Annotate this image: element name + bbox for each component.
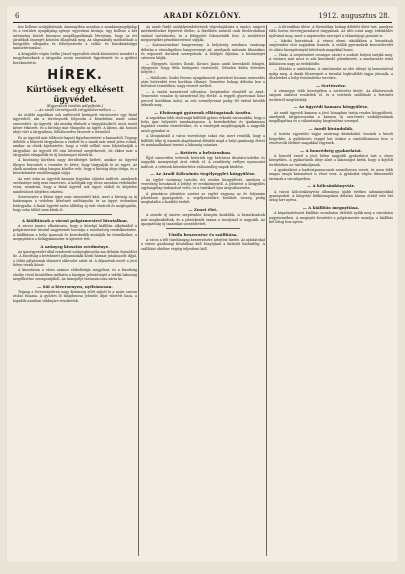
paragraph: Az aradi fürdő szabályrendeletének végrehajtására a tanács szigorú intézkedéseket léptetett életbe. A fürdőben ezentúl csak fürdőruhában szabad tartózkodni, és a felügyelet fokozottabb lesz. A rendeletet megszegőket pénzbüntetéssel sújtják. <box>141 25 265 42</box>
paragraph: — Katonazenekari hangverseny. A helyőrség zenekara vasárnap délután a városligetben hangversenyt ad, amelynek műsorán klasszikus és népszerű darabok szerepelnek. A belépés díjtalan, a közönséget szívesen látják. <box>141 43 265 61</box>
article-headline: — Sertésvész. <box>315 82 347 88</box>
paragraph: — Előadás a színházban. A színtársulat az idei idényt új bemutatóval nyitja meg. A darab főszerepeit a társulat legkiválóbb tagjai játsszák, a díszleteket a helyi festőművész tervezte. <box>269 67 393 80</box>
article-headline: — Elsőrangú gyárosok ellátogatnak Aradra. <box>154 109 252 115</box>
paragraph: A napokban több elsőrangú külföldi gyáros érkezik városunkba, hogy a helyi ipar helyzetét tanulmányozza. A kereskedelmi és iparkamara fogadást rendez tiszteletükre, és a vendégek meglátogatják a nagyobb aradi gyárakat is. <box>141 115 265 133</box>
article-headline: — A kölcsönkönyvtár. <box>307 183 355 189</box>
paragraph: Szerencsére a kliens ügye nem szenvedett kárt, mert a bíróság az új határnapon a védelem kérelmét méltányolta és az ügyet érdemben letárgyalta. A fiatal ügyvéd azóta állítólag új órát vásárolt és megfogadta, hogy soha többé nem késik el. <box>13 195 137 213</box>
newspaper-page <box>7 6 398 562</box>
paragraph: hez kellene szolgáltatniuk. Amennyiben azonban a munkásnyugdíjalap és a testületi nyugdíjalap igénye egyesíteni kívánja, úgy kellene a két intézmény között bizonyos megállapodásnak létrejönni, hogy az évi járulékok összegét közösen állapítsák meg. Az alapszabály módosítását a közgyűlés elfogadta és felterjesztette a vallás- és közoktatásügyi minisztériumhoz. <box>13 25 137 51</box>
paragraph: Ez az ügyvéd már többször kapott figyelmeztetést a kamarától. Tegnap délelőtt a büntető tárgyaláson a vádlott és a tanúk már mind jelen voltak, amikor az elnök kijelentette, hogy a védő nélkül nem folytathatják a tárgyalást. Az ügyvéd fél órai késéssel megérkezett, de ekkor már a tárgyalást elnapolták és új határnapot tűztek ki. <box>13 135 137 157</box>
article-headline: — A honvédség gyakorlatai. <box>300 147 362 153</box>
paragraph: A közönség körében nagy derültséget keltett, amikor az ügyvéd lihegve berontott a terembe és kérte, hogy tárgyalják le az ügyet. Az elnök azonban rideg hangon közölte vele, hogy a bíróság ideje drága, és a késedelemért rendbírsággal sújtja. <box>13 158 137 176</box>
masthead <box>15 10 390 22</box>
paragraph: Éjjel ismeretlen tettesek betörtek egy belvárosi divatáru-üzletbe és nagyobb mennyiségű árut vittek el. A rendőrség erélyes nyomozást indított, a tettesek kézrekerítése valószínűleg napok kérdése. <box>141 155 265 169</box>
masthead-rule <box>13 22 392 23</box>
issue-date: 1912. augusztus 28. <box>318 12 390 20</box>
paragraph: — Iskolai beiratások. A városi elemi iskolákban a beiratások szeptember első napjaiban lesznek. A szülők gyermekeik keresztlevelét és oltási bizonyítványát kötelesek magukkal hozni. <box>269 39 393 52</box>
article-headline: — Zenei élet. <box>188 207 218 213</box>
paragraph: — Halálozás. Szabó Ferenc nyugalmazott postatiszt hosszas szenvedés után hetvenkét éves korában elhunyt. Temetése holnap délután lesz a belvárosi temetőben, nagy részvét mellett. <box>141 75 265 89</box>
paragraph: A zenede új tanéve szeptember közepén kezdődik. A beiratkozások már megkezdődtek, és a jelentkezők száma a tavalyinál is nagyobb. Az igazgatóság új tanárokat szerződtetett. <box>141 213 265 226</box>
paragraph: A kiosztáson a város számos előkelősége megjelent, és a bizottság elnöke rövid beszédben méltatta a háziipar jelentőségét a vidéki lakosság megélhetése szempontjából. Az ünnepélyt társasvacsora zárta be. <box>13 268 137 282</box>
paragraph: — Eljegyzés. Kovács Ilonát, Kovács János aradi kereskedő leányát, eljegyezte Nagy Béla budapesti tisztviselő. (Minden külön értesítés helyett.) <box>141 61 265 75</box>
page-number: 6 <box>15 12 20 20</box>
paragraph: Az iparegyesület által rendezett szőnyegkiosztás ma délután fejeződött be. A bizottság a beérkezett pályamunkák közül hármat jutalmazott díjjal, a többi pályázónak elismerő oklevelet adott át. A díjazottak nevét a jövő héten teszik közzé. <box>13 250 137 267</box>
paragraph: A pénztáros jelentése szerint az egylet vagyona az év folyamán jelentősen gyarapodott, a segélyezésekre fordított összeg pedig meghaladta a korábbi évekét. <box>141 191 265 205</box>
article-headline: — Sőt a lóversenyen, nyilvánosan. <box>37 283 113 289</box>
column-3 <box>269 25 393 558</box>
paragraph: — A főrendiház ülése. A főrendiház holnap délelőtt ülést tart, amelyen több fontos törvényjavaslatot tárgyalnak. Az ülés iránt nagy érdeklődés nyilvánul meg, mert a napirenden szerepel a választójogi javaslat is. <box>269 25 393 38</box>
paragraph: — A vasúti menetrend változása. Szeptember elsejétől az Arad–Temesvári vonalon új menetrend lép életbe. A reggeli gyorsvonat húsz perccel korábban indul, az esti személyvonat pedig fél órával később érkezik meg. <box>141 89 265 107</box>
separator <box>166 228 240 229</box>
article-headline: — Aradi kirándulók. <box>308 126 354 131</box>
paragraph: Tegnap a lóversenytéren nagy közönség előtt zajlott le a nyári szezon utolsó futama. A győztes ló tulajdonosa jelentős díjat vihetett haza, a fogadók azonban többnyire veszítettek. <box>13 290 137 303</box>
paragraph: A városi kölcsönkönyvtár állománya újabb értékes adományokkal gyarapodott. A könyvtár hétköznapokon délután három órától este hét óráig tart nyitva. <box>269 189 393 203</box>
paragraph: A városi tanács elhatározta, hogy a közelgő kiállítás alkalmából a polgármesteri hivatal nagytermét bocsátja a rendezőség rendelkezésére. A kiállításon a helyi iparosok és kereskedők mutatják be termékeiket, a megnyitásra a belügyminiszter is ígéretet tett. <box>13 224 137 242</box>
article-headline: — Betörés a belvárosban. <box>174 149 232 155</box>
article-headline: — Az Aradi Kölcsönös Segélyegylet közgyűlése. <box>150 171 256 177</box>
paragraph: Az eset után az ügyvédi kamara fegyelmi eljárást indított, amelynek eredménye még nem ismeretes. A kollégák egy része azonban védelmébe veszi, mondván, hogy a fiatal ügyvéd sok ügyet vállalt és képtelen mindenhová idejében odaérni. <box>13 176 137 194</box>
article-subtitle: (Egyesületi tanítás pályafutás.) <box>46 103 104 108</box>
paragraph: A vármegye több községében a sertésvész kitört. Az állatorvosok szigorú zárlatot rendeltek el, és a sertések szállítását a fertőzött területről megtiltották. <box>269 88 393 102</box>
paragraph: Az aradi ügyvédi kamara a jövő hónapban tartja rendes közgyűlését, amelynek tárgysorozatán a kamara új szervezeti szabályzatának megállapítása és a választmány kiegészítése szerepel. <box>269 110 393 124</box>
column-1 <box>13 25 137 558</box>
article-title: Kürtösek egy elkésett ügyvédet. <box>26 83 124 104</box>
paragraph: A látogatástól a város vezetősége sokat vár, mert remélik, hogy a külföldi tőke új üzemek alapításával élénkíti majd a helyi gazdasági életet és munkaalkalmat teremt a lakosság számára. <box>141 134 265 147</box>
paragraph: A közgyűlés végén Szőke József egyesületi elnök köszönetet mondott a megjelenteknek a tárgyalás során tanúsított figyelemért és a gyűlést berekesztette. <box>13 51 137 65</box>
column-divider <box>138 25 139 556</box>
paragraph: A képzőművészeti kiállítás szombaton délelőtt nyílik meg a városháza nagytermében. A megnyitó beszédet a polgármester mondja, a kiállítás két hétig lesz nyitva. <box>269 211 393 225</box>
paragraph: — Vásár. A szeptemberi országos vásárt a szokott helyen tartják meg. A vásárra már most is sok kereskedő jelentkezett, a marhavásár iránt különösen nagy az érdeklődés. <box>269 53 393 66</box>
newspaper-title: ARADI KÖZLÖNY. <box>163 11 242 20</box>
section-heading: HÍREK. <box>47 67 103 83</box>
separator <box>38 214 112 215</box>
article-headline: — Az ügyvédi kamara közgyűlése. <box>293 104 369 110</box>
paragraph: A turista egyesület tagjai vasárnap kirándulást tesznek a közeli hegyekbe. A gyülekezés reggel hat órakor a vasútállomáson lesz, a résztvevők élelmet magukkal vigyenek. <box>269 132 393 145</box>
paragraph: A város a téli tüzelőanyag beszerzésére árlejtést hirdet. Az ajánlatokat a városi gazdasági hivatalban kell benyújtani a kitűzött határidőig. A szállítást október végéig teljesíteni kell. <box>141 238 265 251</box>
column-2 <box>141 25 265 558</box>
article-headline: — A kiállítás megnyitása. <box>302 205 360 211</box>
article-subtitle: — Az aradi törvényszék tárgyalótermében — <box>34 108 116 113</box>
paragraph: A honvéd ezred a jövő héten nagyobb gyakorlatot tart a város környékén. A gyakorlatok ideje alatt a lakosságot kérik, hogy a kijelölt területeken ne tartózkodjanak. <box>269 153 393 167</box>
article-headline: Tűzifa beszerzése és szállítása. <box>168 231 238 237</box>
article-headline: A szőnyeg kiosztás eredménye. <box>40 243 110 249</box>
paragraph: Az utóbbi napokban sok szóbeszéd keringett városszerte egy fiatal ügyvédről, aki a törvényszék folyosóin a késedelme miatt sokat szenvedett. Az ügyvéd, aki mindig elkésett a tárgyalásokról, most ismét késve érkezett, és a bíróság már elnapolta az ügyét. A kliens, aki hosszú ideje várt a tárgyalásra, felháborodva távozott a teremből. <box>13 113 137 135</box>
article-headline: A kiállítások a városi polgármesteri hivatalban. <box>21 217 129 223</box>
paragraph: Az egylet vasárnap tartotta évi rendes közgyűlését, amelyen a vezetőség beszámolt a lefolyt év eredményeiről. A jelentést a közgyűlés egyhangúlag tudomásul vette, és a tisztikart újra megválasztotta. <box>141 177 265 191</box>
column-divider <box>266 25 267 556</box>
paragraph: A gyakorlatot a hadtestparancsnok személyesen vezeti, és azon több magas rangú katonatiszt is részt vesz. A gyakorlat végén díszszemlét tartanak a városligetben. <box>269 168 393 181</box>
